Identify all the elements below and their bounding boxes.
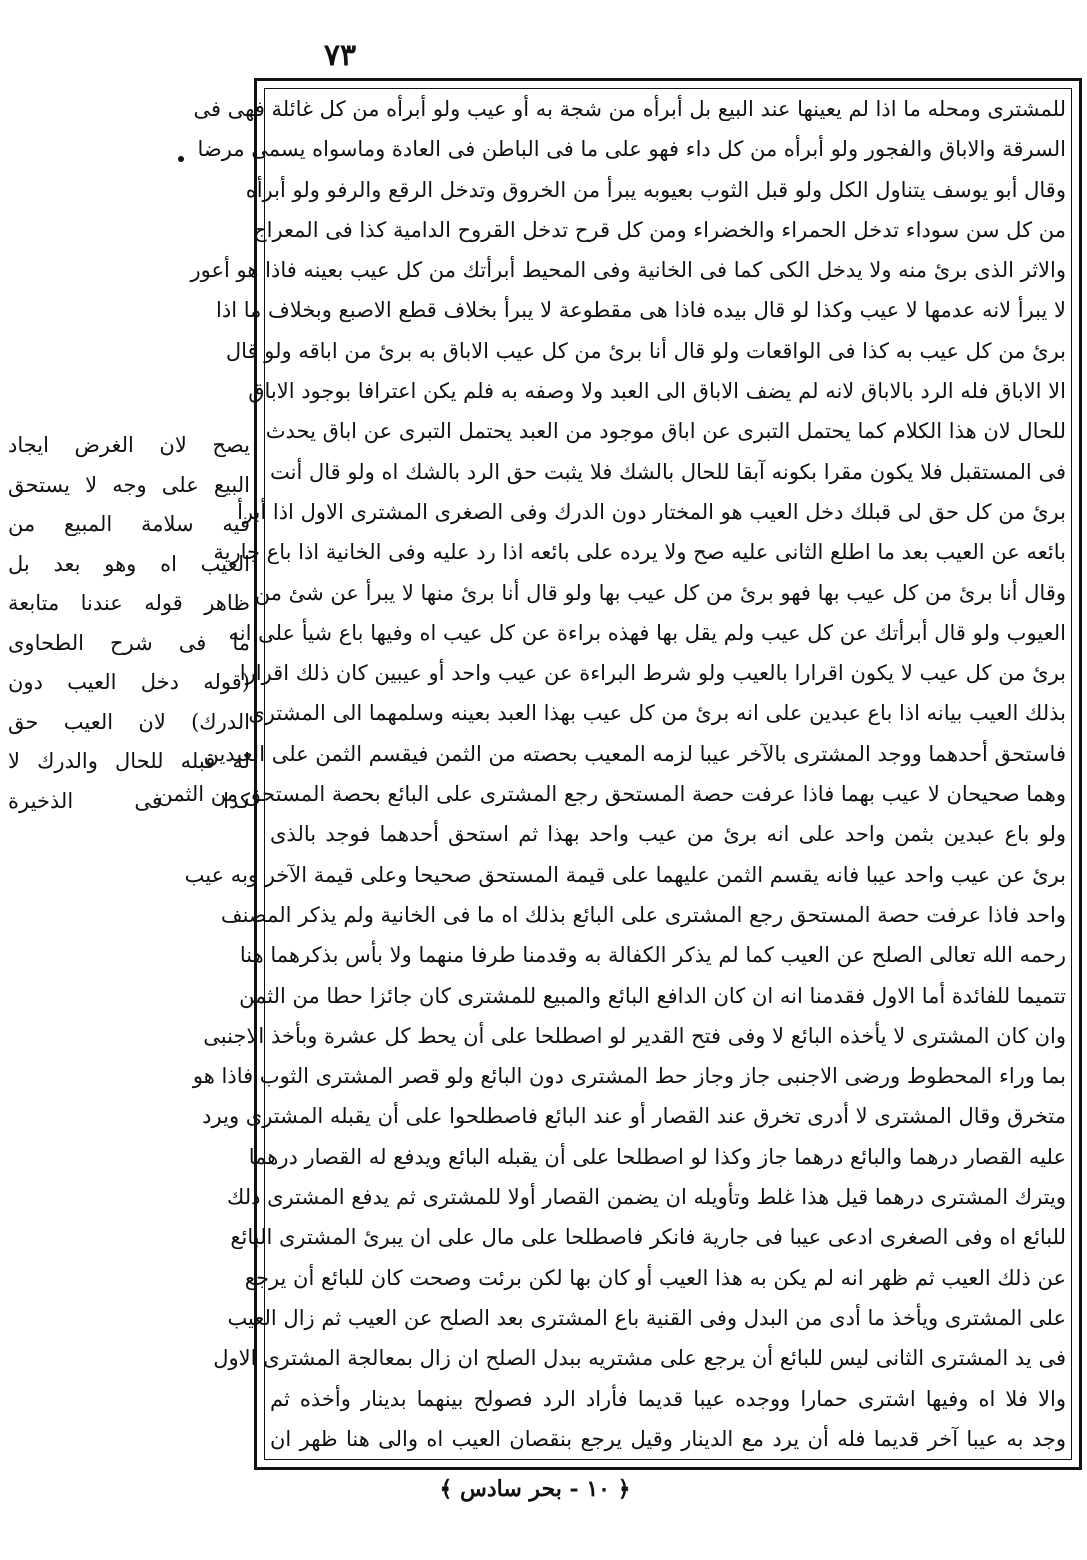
- text-line: السرقة والاباق والفجور ولو أبرأه من كل داء فهو على ما فى الباطن فى العادة وماسواه يسمى مرضا: [197, 137, 1066, 162]
- text-line: برئ عن عيب واحد عيبا فانه يقسم الثمن عليهما على قيمة المستحق صحيحا وعلى قيمة الآخر وبه عيب: [184, 862, 1066, 887]
- margin-line: كذا فى الذخيرة: [8, 788, 250, 813]
- signature-footer: ﴿ ١٠ - بحر سادس ﴾: [439, 1476, 631, 1502]
- text-line: ولو باع عبدين بثمن واحد على انه برئ من عيب واحد بهذا ثم استحق أحدهما فوجد بالذى: [270, 822, 1066, 847]
- text-line: برئ من كل حق لى قبلك دخل العيب هو المختار دون الدرك وفى الصغرى المشترى الاول اذا أبرأ: [237, 499, 1066, 524]
- text-line: والاثر الذى برئ منه ولا يدخل الكى كما فى الخانية وفى المحيط أبرأتك من كل عيب بعينه فاذا هو أعور: [190, 258, 1066, 283]
- margin-line: له قبله للحال والدرك لا: [8, 749, 250, 773]
- text-line: العيوب ولو قال أبرأتك عن كل عيب ولم يقل بها فهذه براءة عن كل عيب اه وفيها باع شيأ على انه: [228, 620, 1066, 645]
- margin-dot: [178, 156, 184, 162]
- text-line: بما وراء المحطوط ورضى الاجنبى جاز وجاز حط المشترى دون البائع ولو قصر المشترى الثوب فاذا هو: [192, 1064, 1066, 1089]
- text-line: ويترك المشترى درهما قيل هذا غلط وتأويله ان يضمن القصار أولا للمشترى ثم يدفع المشترى ذلك: [227, 1185, 1066, 1210]
- text-line: فى المستقبل فلا يكون مقرا بكونه آبقا للحال بالشك فلا يثبت حق الرد بالشك اه ولو قال أنت: [270, 459, 1066, 484]
- text-line: بائعه عن العيب بعد ما اطلع الثانى عليه صح ولا يرده على بائعه اذا رد عليه وفى الخانية اذا باع جارية: [213, 540, 1066, 565]
- margin-line: ظاهر قوله عندنا متابعة: [8, 591, 250, 615]
- text-line: برئ من كل عيب به كذا فى الواقعات ولو قال أنا برئ من كل عيب الاباق به برئ من اباقه ولو قال: [225, 338, 1066, 363]
- text-line: الا الاباق فله الرد بالاباق لانه لم يضف الاباق الى العبد ولا وصفه به فلم يكن اعترافا بوجود الاباق: [248, 379, 1066, 404]
- text-line: تتميما للفائدة أما الاول فقدمنا انه ان كان الدافع البائع والمبيع للمشترى كان جائزا حطا من الثمن: [239, 983, 1066, 1008]
- text-line: فى يد المشترى الثانى ليس للبائع أن يرجع على مشتريه ببدل الصلح ان زال بمعالجة المشترى الاول: [213, 1346, 1066, 1371]
- margin-line: الدرك) لان العيب حق: [8, 709, 250, 734]
- margin-line: فيه سلامة المبيع من: [8, 512, 250, 536]
- text-line: وقال أبو يوسف يتناول الكل ولو قبل الثوب بعيوبه يبرأ من الخروق وتدخل الرقع والرفو ولو أبرأه: [245, 177, 1066, 202]
- text-line: على المشترى ويأخذ ما أدى من البدل وفى القنية باع المشترى بعد الصلح عن العيب ثم زال العيب: [227, 1305, 1066, 1330]
- text-line: وان كان المشترى لا يأخذه البائع لا وفى فتح القدير لو اصطلحا على أن يحط كل عشرة وبأخذ الاجنبى: [203, 1023, 1066, 1048]
- text-line: للبائع اه وفى الصغرى ادعى عيبا فى جارية فانكر فاصطلحا على مال على ان يبرئ المشترى البائع: [230, 1225, 1066, 1250]
- margin-line: ما فى شرح الطحاوى: [8, 630, 250, 655]
- margin-line: (قوله دخل العيب دون: [8, 670, 250, 694]
- text-line: عن ذلك العيب ثم ظهر انه لم يكن به هذا العيب أو كان بها لكن برئت وصحت كان للبائع أن يرجع: [244, 1265, 1066, 1290]
- text-line: لا يبرأ لانه عدمها لا عيب وكذا لو قال بيده فاذا هى مقطوعة لا يبرأ بخلاف قطع الاصبع وبخلاف ما اذا: [216, 298, 1066, 323]
- text-line: وهما صحيحان لا عيب بهما فاذا عرفت حصة المستحق رجع المشترى على البائع بحصة المستحق من الثمن: [157, 782, 1066, 807]
- text-line: برئ من كل عيب لا يكون اقرارا بالعيب ولو شرط البراءة عن عيب واحد أو عيبين كان ذلك اقرارا: [239, 661, 1066, 686]
- text-line: للحال لان هذا الكلام كما يحتمل التبرى عن اباق موجود من العبد يحتمل التبرى عن اباق يحدث: [265, 419, 1066, 444]
- text-line: رحمه الله تعالى الصلح عن العيب كما لم يذكر الكفالة به وقدمنا طرفا منهما ولا بأس بذكرهما هنا: [239, 943, 1066, 968]
- page-number: ٧٣: [323, 38, 357, 73]
- text-line: وقال أنا برئ من كل عيب بها فهو برئ من كل عيب بها ولو قال أنا برئ منها لا يبرأ عن شئ من: [254, 580, 1066, 605]
- margin-line: العيب اه وهو بعد بل: [8, 551, 250, 576]
- margin-line: يصح لان الغرض ايجاد: [8, 433, 250, 457]
- text-line: للمشترى ومحله ما اذا لم يعينها عند البيع بل أبرأه من شجة به أو عيب ولو أبرأه من كل غائلة فهى فى: [193, 97, 1066, 121]
- text-line: والا فلا اه وفيها اشترى حمارا ووجده عيبا قديما فأراد الرد فصولح بينهما بدينار وأخذه ثم: [270, 1386, 1066, 1411]
- text-line: متخرق وقال المشترى لا أدرى تخرق عند القصار أو عند البائع فاصطلحوا على أن يقبله المشترى ويرد: [202, 1104, 1066, 1129]
- text-line: من كل سن سوداء تدخل الحمراء والخضراء ومن كل قرح تدخل القروح الدامية كذا فى المعراج: [253, 217, 1066, 242]
- margin-line: البيع على وجه لا يستحق: [8, 472, 250, 497]
- text-line: عليه القصار درهما والبائع درهما جاز وكذا لو اصطلحا على أن يقبله البائع ويدفع له القصار درهما: [248, 1144, 1066, 1169]
- text-line: بذلك العيب بيانه اذا باع عبدين على انه برئ من كل عيب بهذا العبد بعينه وسلمهما الى المشترى: [248, 701, 1066, 726]
- text-line: وجد به عيبا آخر قديما فله أن يرد مع الدينار وقيل يرجع بنقصان العيب اه والى هنا ظهر ان: [270, 1426, 1066, 1451]
- text-line: فاستحق أحدهما ووجد المشترى بالآخر عيبا لزمه المعيب بحصته من الثمن فيقسم الثمن على العبدين: [203, 741, 1066, 766]
- text-line: واحد فاذا عرفت حصة المستحق رجع المشترى على البائع بذلك اه ما فى الخانية ولم يذكر المصنف: [220, 902, 1066, 927]
- main-text-block: [157, 92, 1072, 1457]
